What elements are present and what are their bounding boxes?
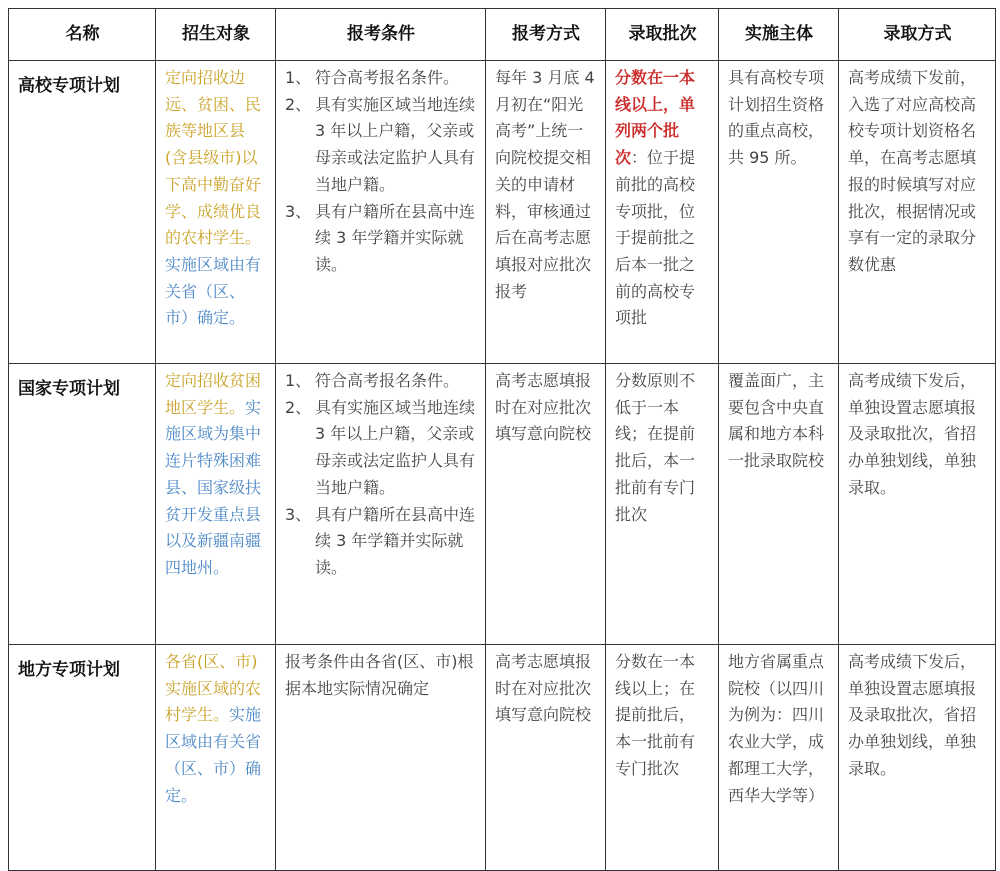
admission-cell: 高考成绩下发后，单独设置志愿填报及录取批次，省招办单独划线，单独录取。 xyxy=(839,364,996,645)
region-text: 实施区域由有关省（区、市）确定。 xyxy=(165,705,262,805)
header-batch: 录取批次 xyxy=(606,9,719,61)
batch-cell xyxy=(606,61,719,364)
target-cell xyxy=(156,61,276,364)
header-name: 名称 xyxy=(9,9,156,61)
target-cell xyxy=(156,364,276,645)
batch-cell: 分数原则不低于一本线；在提前批后，本一批前有专门批次 xyxy=(606,364,719,645)
header-row xyxy=(9,9,996,61)
batch-highlight: 分数在一本线以上，单列两个批次 xyxy=(615,68,696,168)
admission-cell: 高考成绩下发后，单独设置志愿填报及录取批次，省招办单独划线，单独录取。 xyxy=(839,645,996,871)
condition-item: 2、 具有实施区域当地连续 3 年以上户籍，父亲或母亲或法定监护人具有当地户籍。 xyxy=(285,94,476,194)
plan-name: 国家专项计划 xyxy=(9,364,156,645)
special-plans-table xyxy=(8,8,996,871)
method-cell: 高考志愿填报时在对应批次填写意向院校 xyxy=(486,645,606,871)
method-cell: 每年 3 月底 4 月初在“阳光高考”上统一向院校提交相关的申请材料，审核通过后在高考志愿填报对应批次报考 xyxy=(486,61,606,364)
body-cell: 地方省属重点院校（以四川为例为：四川农业大学，成都理工大学，西华大学等） xyxy=(719,645,839,871)
header-body: 实施主体 xyxy=(719,9,839,61)
table-row xyxy=(9,61,996,364)
method-cell: 高考志愿填报时在对应批次填写意向院校 xyxy=(486,364,606,645)
region-text: 实施区域为集中连片特殊困难县、国家级扶贫开发重点县以及新疆南疆四地州。 xyxy=(165,397,262,577)
conditions-cell xyxy=(276,364,486,645)
conditions-cell xyxy=(276,61,486,364)
target-text: 各省(区、市)实施区域的农村学生。 xyxy=(165,652,262,725)
condition-item: 2、 具有实施区域当地连续 3 年以上户籍，父亲或母亲或法定监护人具有当地户籍。 xyxy=(285,397,476,497)
header-method: 报考方式 xyxy=(486,9,606,61)
plan-name: 地方专项计划 xyxy=(9,645,156,871)
condition-item: 1、 符合高考报名条件。 xyxy=(285,68,460,87)
admission-cell: 高考成绩下发前，入选了对应高校高校专项计划资格名单，在高考志愿填报的时候填写对应批次，根据情况或享有一定的录取分数优惠 xyxy=(839,61,996,364)
plan-name: 高校专项计划 xyxy=(9,61,156,364)
body-cell: 具有高校专项计划招生资格的重点高校，共 95 所。 xyxy=(719,61,839,364)
condition-item: 3、 具有户籍所在县高中连续 3 年学籍并实际就读。 xyxy=(285,504,476,577)
target-text: 定向招收边远、贫困、民族等地区县(含县级市)以下高中勤奋好学、成绩优良的农村学生。 xyxy=(165,68,262,248)
body-cell: 覆盖面广，主要包含中央直属和地方本科一批录取院校 xyxy=(719,364,839,645)
conditions-cell: 报考条件由各省(区、市)根据本地实际情况确定 xyxy=(276,645,486,871)
region-text: 实施区域由有关省（区、市）确定。 xyxy=(165,254,262,328)
header-target: 招生对象 xyxy=(156,9,276,61)
batch-text: ：位于提前批的高校专项批，位于提前批之后本一批之前的高校专项批 xyxy=(615,148,696,328)
table-row xyxy=(9,645,996,871)
target-text: 定向招收贫困地区学生。 xyxy=(165,371,262,417)
target-cell xyxy=(156,645,276,871)
condition-item: 3、 具有户籍所在县高中连续 3 年学籍并实际就读。 xyxy=(285,201,476,274)
batch-cell: 分数在一本线以上；在提前批后，本一批前有专门批次 xyxy=(606,645,719,871)
condition-item: 1、 符合高考报名条件。 xyxy=(285,371,460,390)
table-row xyxy=(9,364,996,645)
header-admission: 录取方式 xyxy=(839,9,996,61)
header-conditions: 报考条件 xyxy=(276,9,486,61)
